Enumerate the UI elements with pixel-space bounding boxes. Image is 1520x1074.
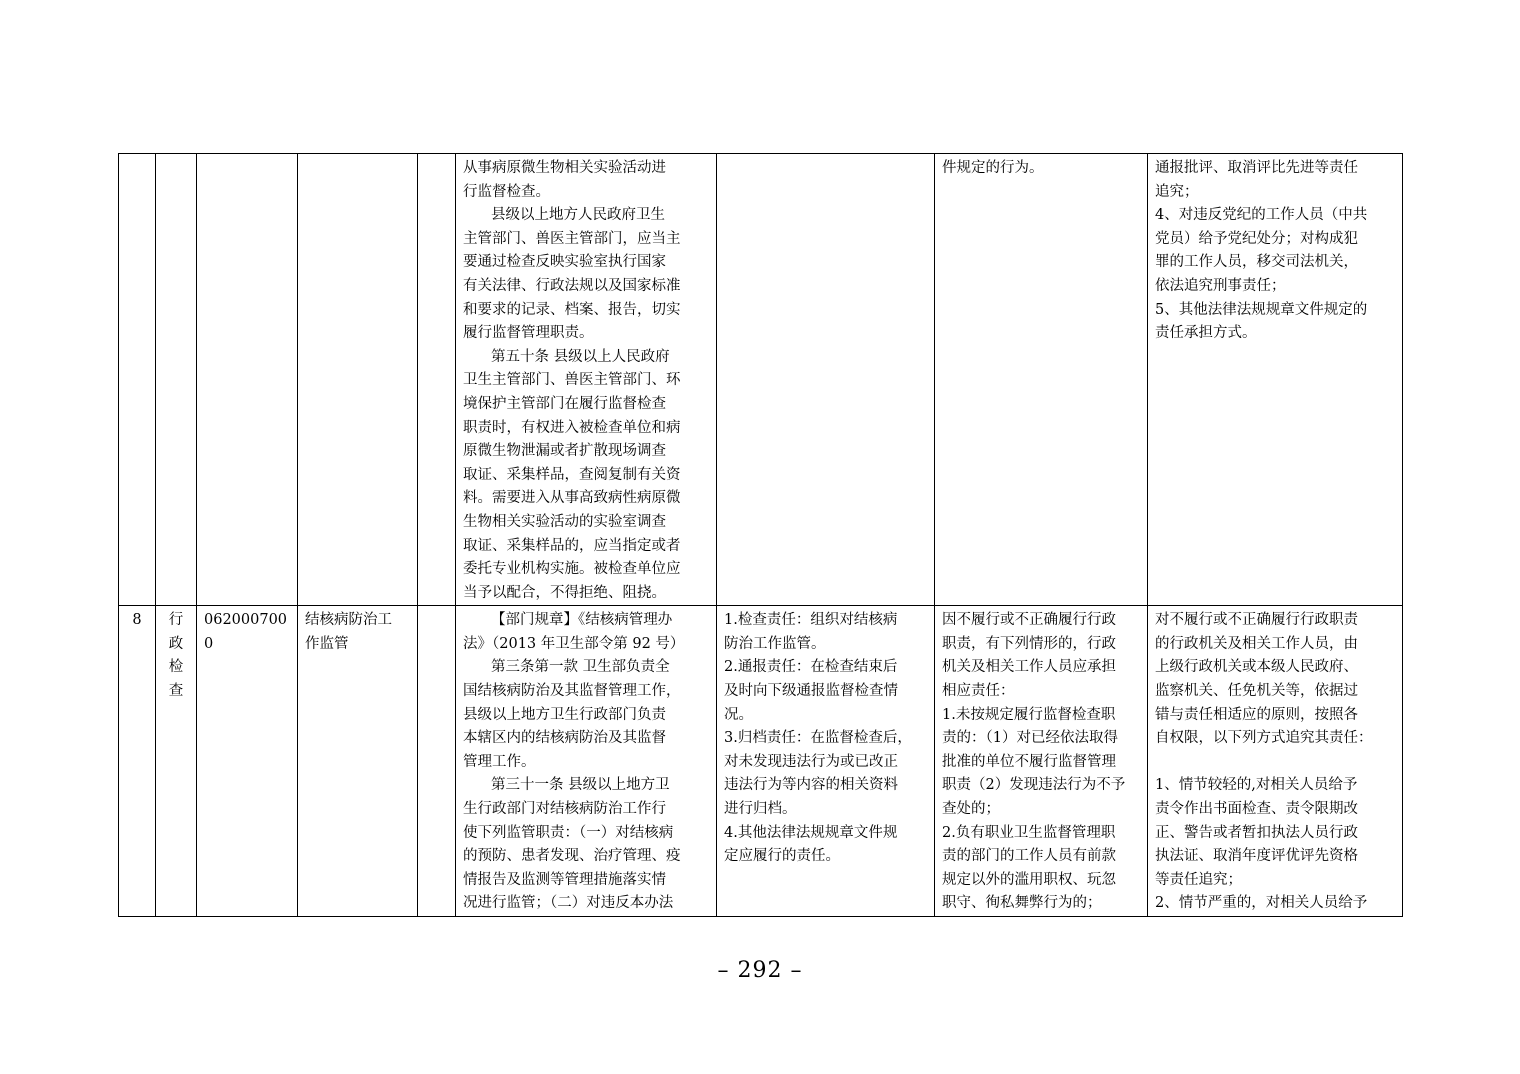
text-line: 管理工作。 <box>463 753 536 770</box>
category-char: 行 <box>168 612 184 629</box>
text-line: 境保护主管部门在履行监督检查 <box>463 395 666 412</box>
text-line: 5、其他法律法规规章文件规定的 <box>1155 301 1368 318</box>
text-line: 正、警告或者暂扣执法人员行政 <box>1155 824 1358 841</box>
text-line: 本辖区内的结核病防治及其监督 <box>463 730 666 747</box>
text-line: 对不履行或不正确履行行政职责 <box>1155 612 1358 629</box>
table-row <box>119 154 1403 606</box>
responsibility-cell <box>717 606 935 917</box>
text-line: 4.其他法律法规规章文件规 <box>724 824 898 841</box>
text-line: 责的部门的工作人员有前款 <box>942 848 1116 865</box>
page-number: – 292 – <box>717 958 803 983</box>
text-line: 罪的工作人员，移交司法机关， <box>1155 254 1358 271</box>
item-name-cell <box>298 154 418 606</box>
text-line: 履行监督管理职责。 <box>463 325 594 342</box>
text-line: 定应履行的责任。 <box>724 848 840 865</box>
item-number: 8 <box>132 612 142 629</box>
text-line: 等责任追究； <box>1155 871 1242 888</box>
text-line <box>1155 751 1395 775</box>
text-line: 职守、徇私舞弊行为的； <box>942 895 1102 912</box>
text-line: 自权限，以下列方式追究其责任： <box>1155 730 1373 747</box>
text-line: 机关及相关工作人员应承担 <box>942 659 1116 676</box>
text-line: 防治工作监管。 <box>724 635 826 652</box>
text-line: 依法追究刑事责任； <box>1155 277 1286 294</box>
text-line: 1.未按规定履行监督检查职 <box>942 706 1116 723</box>
text-line: 【部门规章】《结核病管理办 <box>491 612 673 629</box>
text-line: 国结核病防治及其监督管理工作， <box>463 683 681 700</box>
text-line: 主管部门、兽医主管部门，应当主 <box>463 230 681 247</box>
text-line: 执法证、取消年度评优评先资格 <box>1155 848 1358 865</box>
text-line: 2、情节严重的，对相关人员给予 <box>1155 895 1368 912</box>
text-line: 当予以配合，不得拒绝、阻挠。 <box>463 584 666 601</box>
text-line: 的预防、患者发现、治疗管理、疫 <box>463 848 681 865</box>
text-line: 第三十一条 县级以上地方卫 <box>491 777 670 794</box>
text-line: 违法行为等内容的相关资料 <box>724 777 898 794</box>
text-line: 进行归档。 <box>724 801 797 818</box>
item-number-cell <box>119 154 156 606</box>
text-line: 上级行政机关或本级人民政府、 <box>1155 659 1358 676</box>
text-line: 行监督检查。 <box>463 183 550 200</box>
item-code: 0620007000 <box>204 612 288 652</box>
text-line: 情报告及监测等管理措施落实情 <box>463 871 666 888</box>
text-line: 职责（2）发现违法行为不予 <box>942 777 1126 794</box>
table-row <box>119 606 1403 917</box>
text-line: 委托专业机构实施。被检查单位应 <box>463 561 681 578</box>
text-line: 取证、采集样品的，应当指定或者 <box>463 537 681 554</box>
text-line: 3.归档责任：在监督检查后， <box>724 730 912 747</box>
text-line: 2.负有职业卫生监督管理职 <box>942 824 1116 841</box>
text-line: 生行政部门对结核病防治工作行 <box>463 801 666 818</box>
text-line: 批准的单位不履行监督管理 <box>942 753 1116 770</box>
text-line: 结核病防治工 <box>305 612 392 629</box>
item-name-cell <box>298 606 418 917</box>
text-line: 党员）给予党纪处分；对构成犯 <box>1155 230 1358 247</box>
accountability-method-cell <box>1148 606 1403 917</box>
text-line: 责令作出书面检查、责令限期改 <box>1155 801 1358 818</box>
text-line: 从事病原微生物相关实验活动进 <box>463 160 666 176</box>
accountability-method-cell <box>1148 154 1403 606</box>
item-number-cell <box>119 606 156 917</box>
text-line: 件规定的行为。 <box>942 160 1044 176</box>
text-line: 原微生物泄漏或者扩散现场调查 <box>463 443 666 460</box>
text-line: 和要求的记录、档案、报告，切实 <box>463 301 681 318</box>
text-line: 料。需要进入从事高致病性病原微 <box>463 490 681 507</box>
text-line: 要通过检查反映实验室执行国家 <box>463 254 666 271</box>
text-line: 错与责任相适应的原则，按照各 <box>1155 706 1358 723</box>
text-line: 1、情节较轻的,对相关人员给予 <box>1155 777 1358 794</box>
legal-basis-cell <box>456 606 717 917</box>
category-cell <box>156 154 197 606</box>
text-line: 通报批评、取消评比先进等责任 <box>1155 160 1358 176</box>
sub-item-cell <box>418 606 456 917</box>
text-line: 的行政机关及相关工作人员，由 <box>1155 635 1358 652</box>
sub-item-cell <box>418 154 456 606</box>
text-line: 有关法律、行政法规以及国家标准 <box>463 277 681 294</box>
power-list-table <box>118 153 1403 917</box>
text-line: 法》（2013 年卫生部令第 92 号） <box>463 635 685 652</box>
text-line: 作监管 <box>305 635 349 652</box>
text-line: 生物相关实验活动的实验室调查 <box>463 513 666 530</box>
text-line: 查处的； <box>942 801 1000 818</box>
text-line: 责的：（1）对已经依法取得 <box>942 730 1118 747</box>
category-char: 检 <box>168 659 184 676</box>
text-line: 职责，有下列情形的，行政 <box>942 635 1116 652</box>
text-line: 县级以上地方人民政府卫生 <box>491 207 665 224</box>
text-line: 第三条第一款 卫生部负责全 <box>491 659 670 676</box>
accountability-circumstances-cell <box>935 154 1148 606</box>
text-line: 监察机关、任免机关等，依据过 <box>1155 683 1358 700</box>
text-line: 第五十条 县级以上人民政府 <box>491 348 670 365</box>
text-line: 责任承担方式。 <box>1155 325 1257 342</box>
text-line: 对未发现违法行为或已改正 <box>724 753 898 770</box>
category-cell <box>156 606 197 917</box>
text-line: 况。 <box>724 706 753 723</box>
legal-basis-cell <box>456 154 717 606</box>
text-line: 县级以上地方卫生行政部门负责 <box>463 706 666 723</box>
item-code-cell <box>197 154 298 606</box>
text-line: 规定以外的滥用职权、玩忽 <box>942 871 1116 888</box>
category-char: 政 <box>168 635 184 652</box>
text-line: 2.通报责任：在检查结束后 <box>724 659 898 676</box>
text-line: 况进行监管；（二）对违反本办法 <box>463 895 674 912</box>
text-line: 4、对违反党纪的工作人员（中共 <box>1155 207 1368 224</box>
category-char: 查 <box>168 683 184 700</box>
text-line: 1.检查责任：组织对结核病 <box>724 612 898 629</box>
text-line: 卫生主管部门、兽医主管部门、环 <box>463 372 681 389</box>
item-code-cell <box>197 606 298 917</box>
text-line: 及时向下级通报监督检查情 <box>724 683 898 700</box>
text-line: 取证、采集样品，查阅复制有关资 <box>463 466 681 483</box>
accountability-circumstances-cell <box>935 606 1148 917</box>
text-line: 追究； <box>1155 183 1199 200</box>
responsibility-cell <box>717 154 935 606</box>
text-line: 相应责任： <box>942 683 1015 700</box>
text-line: 因不履行或不正确履行行政 <box>942 612 1116 629</box>
text-line: 职责时，有权进入被检查单位和病 <box>463 419 681 436</box>
text-line: 使下列监管职责：（一）对结核病 <box>463 824 674 841</box>
